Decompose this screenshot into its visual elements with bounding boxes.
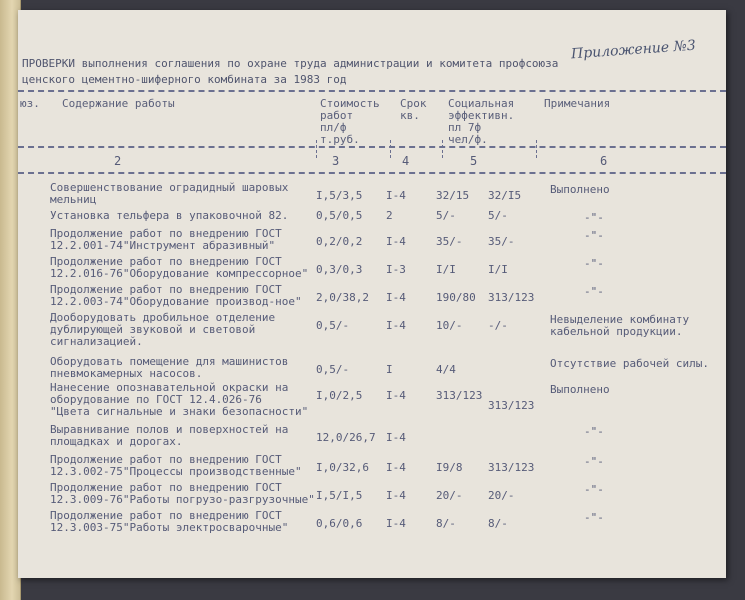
row-term: I-4 [386, 235, 406, 248]
title-line-2: ценского цементно-шиферного комбината за 1983 год [22, 73, 347, 86]
row-note: -"- [584, 483, 604, 496]
row-effect-plan: 32/15 [436, 189, 470, 202]
row-content: Совершенствование оградидный шаровых мельниц [50, 181, 289, 206]
row-effect-fact: 32/I5 [488, 189, 522, 202]
row-content: Продолжение работ по внедрению ГОСТ 12.3.003-75"Работы электросварочные" [50, 509, 289, 534]
row-term: I-4 [386, 291, 406, 304]
row-effect-fact: 8/- [488, 517, 508, 530]
row-note: Невыделение комбинату кабельной продукции. [550, 313, 690, 338]
row-term: I-3 [386, 263, 406, 276]
row-cost: I,5/3,5 [316, 189, 363, 202]
col-separator [536, 140, 537, 158]
row-cost: 12,0/26,7 [316, 431, 376, 444]
col-separator [390, 140, 391, 158]
row-term: I-4 [386, 389, 406, 402]
row-content: Установка тельфера в упаковочной 82. [50, 209, 289, 222]
row-note: -"- [584, 511, 604, 524]
row-effect-plan: 20/- [436, 489, 463, 502]
row-effect-plan: 8/- [436, 517, 456, 530]
row-effect-fact: -/- [488, 319, 508, 332]
row-term: I-4 [386, 319, 406, 332]
row-cost: 0,5/- [316, 363, 350, 376]
row-cost: 0,5/0,5 [316, 209, 363, 222]
col-number-3: 3 [332, 154, 340, 168]
row-effect-plan: 35/- [436, 235, 463, 248]
row-effect-plan: 190/80 [436, 291, 476, 304]
row-note: -"- [584, 211, 604, 224]
row-term: I-4 [386, 431, 406, 444]
row-content: Выравнивание полов и поверхностей на площадках и дорогах. [50, 423, 289, 448]
col-header-effect: Социальная эффективн. пл 7ф чел/ф. [448, 97, 515, 146]
row-cost: 2,0/38,2 [316, 291, 369, 304]
col-header-num: юз. [20, 97, 40, 110]
row-cost: 0,5/- [316, 319, 350, 332]
row-effect-plan: 5/- [436, 209, 456, 222]
row-cost: 0,2/0,2 [316, 235, 363, 248]
row-effect-fact: 313/123 [488, 291, 535, 304]
col-header-cost: Стоимость работ пл/ф т.руб. [320, 97, 380, 146]
row-term: I-4 [386, 461, 406, 474]
row-effect-fact: 313/123 [488, 399, 535, 412]
row-note: -"- [584, 455, 604, 468]
row-cost: 0,6/0,6 [316, 517, 363, 530]
row-note: -"- [584, 257, 604, 270]
col-number-5: 5 [470, 154, 478, 168]
col-separator [316, 140, 317, 158]
document-page [18, 10, 726, 578]
row-cost: I,5/I,5 [316, 489, 363, 502]
row-effect-fact: 35/- [488, 235, 515, 248]
row-effect-fact: 313/123 [488, 461, 535, 474]
header-divider-top [18, 90, 726, 92]
row-content: Продолжение работ по внедрению ГОСТ 12.3.002-75"Процессы производственные" [50, 453, 302, 478]
row-note: Выполнено [550, 183, 610, 196]
row-effect-plan: 313/123 [436, 389, 483, 402]
col-number-6: 6 [600, 154, 608, 168]
row-effect-plan: I/I [436, 263, 456, 276]
row-note: -"- [584, 285, 604, 298]
row-content: Продолжение работ по внедрению ГОСТ 12.2.016-76"Оборудование компрессорное" [50, 255, 309, 280]
row-content: Дооборудовать дробильное отделение дублирующей звуковой и световой сигнализацией. [50, 311, 276, 348]
row-cost: 0,3/0,3 [316, 263, 363, 276]
row-effect-fact: 20/- [488, 489, 515, 502]
row-effect-plan: 10/- [436, 319, 463, 332]
header-divider-bottom [18, 172, 726, 174]
row-effect-plan: 4/4 [436, 363, 456, 376]
row-effect-plan: I9/8 [436, 461, 463, 474]
row-cost: I,0/2,5 [316, 389, 363, 402]
row-content: Продолжение работ по внедрению ГОСТ 12.2.001-74"Инструмент абразивный" [50, 227, 282, 252]
row-note: -"- [584, 229, 604, 242]
row-term: 2 [386, 209, 393, 222]
row-note: Отсутствие рабочей силы. [550, 357, 709, 370]
col-header-term: Срок кв. [400, 97, 427, 122]
header-divider-mid [18, 146, 726, 148]
row-term: I [386, 363, 393, 376]
col-header-content: Содержание работы [62, 97, 175, 110]
row-cost: I,0/32,6 [316, 461, 369, 474]
row-content: Оборудовать помещение для машинистов пневмокамерных насосов. [50, 355, 289, 380]
row-content: Продолжение работ по внедрению ГОСТ 12.3.009-76"Работы погрузо-разгрузочные" [50, 481, 315, 506]
col-number-4: 4 [402, 154, 410, 168]
row-effect-fact: 5/- [488, 209, 508, 222]
col-number-2: 2 [114, 154, 122, 168]
col-separator [442, 140, 443, 158]
row-content: Продолжение работ по внедрению ГОСТ 12.2.003-74"Оборудование производ-ное" [50, 283, 302, 308]
title-line-1: ПРОВЕРКИ выполнения соглашения по охране труда администрации и комитета профсоюза [22, 57, 559, 70]
row-term: I-4 [386, 517, 406, 530]
row-term: I-4 [386, 189, 406, 202]
row-term: I-4 [386, 489, 406, 502]
row-note: Выполнено [550, 383, 610, 396]
handwritten-note: Приложение №3 [570, 37, 697, 63]
row-note: -"- [584, 425, 604, 438]
col-header-notes: Примечания [544, 97, 611, 110]
row-content: Нанесение опознавательной окраски на оборудование по ГОСТ 12.4.026-76 "Цвета сигнальные и знаки безопасности" [50, 381, 309, 418]
row-effect-fact: I/I [488, 263, 508, 276]
